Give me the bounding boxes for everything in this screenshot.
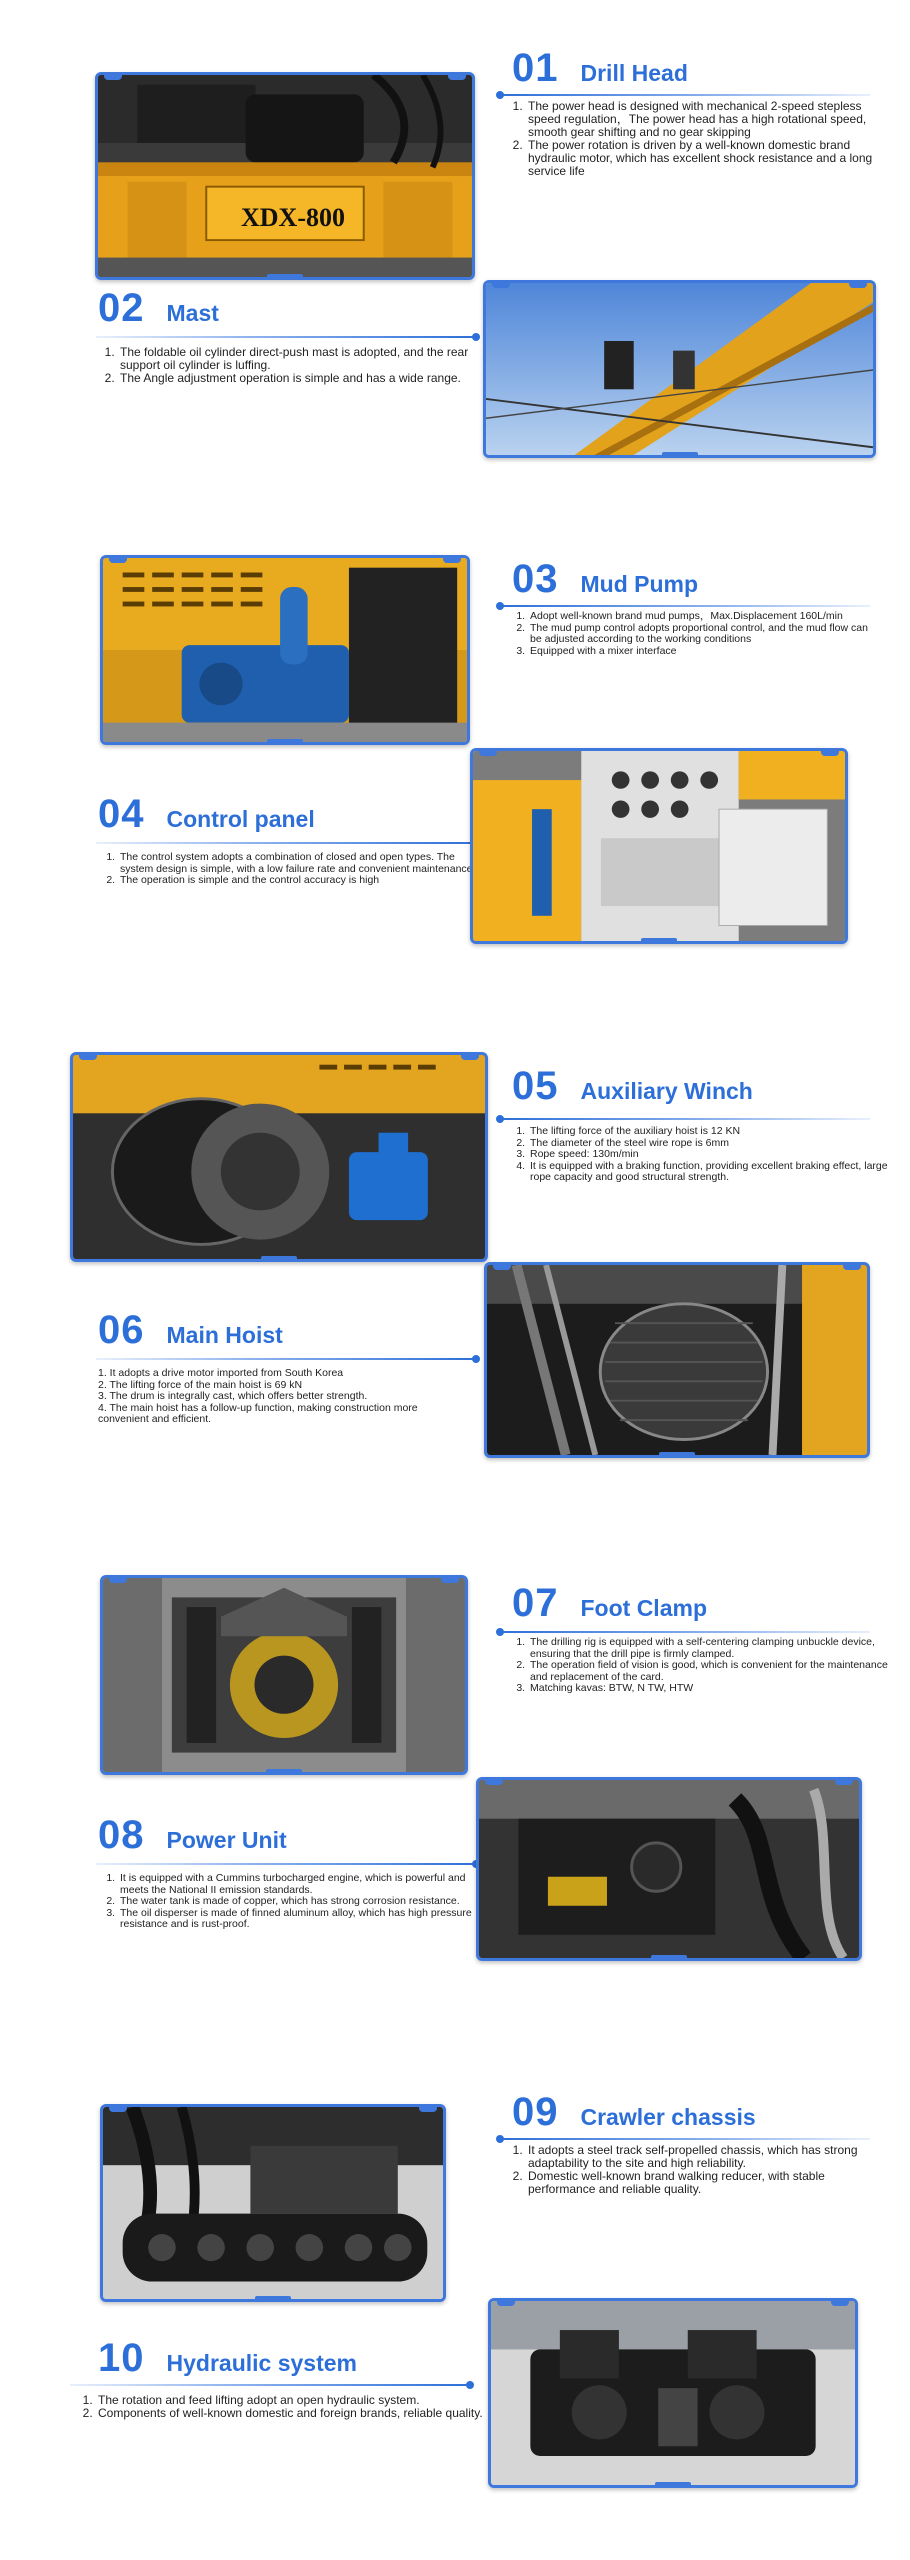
section-title: Hydraulic system bbox=[166, 2350, 357, 2376]
feature-item: 4. It is equipped with a braking function, providing excellent braking effect, large rope capacity and good structural strength. bbox=[528, 1161, 888, 1184]
frame-tab bbox=[641, 938, 677, 944]
section-crawler-chassis bbox=[0, 2092, 910, 2312]
heading-rule bbox=[96, 336, 476, 338]
mast-features bbox=[100, 346, 488, 385]
feature-item: 1. It is equipped with a Cummins turbocharged engine, which is powerful and meets the National II emission standards. bbox=[118, 1873, 478, 1896]
section-mud-pump bbox=[0, 555, 910, 755]
frame-tab bbox=[651, 1955, 687, 1961]
feature-item: 1. The power head is designed with mechanical 2-speed stepless speed regulation，The power head has a high rotational speed, smooth gear shifting and no gear skipping bbox=[526, 100, 886, 139]
feature-item: 1. It adopts a steel track self-propelled chassis, which has strong adaptability to the site and high reliability. bbox=[526, 2144, 892, 2170]
feature-item: 3. Matching kavas: BTW, N TW, HTW bbox=[528, 1683, 888, 1695]
main-hoist-heading bbox=[98, 1310, 283, 1350]
section-foot-clamp bbox=[0, 1575, 910, 1805]
frame-tab bbox=[662, 452, 698, 458]
feature-item: 2. The operation field of vision is good, which is convenient for the maintenance and replacement of the card. bbox=[528, 1660, 888, 1683]
feature-item: 3. Rope speed: 130m/min bbox=[528, 1149, 888, 1161]
auxiliary-winch-photo bbox=[70, 1052, 488, 1262]
power-unit-features bbox=[100, 1873, 478, 1931]
control-panel-heading bbox=[98, 794, 315, 834]
power-unit-photo bbox=[476, 1777, 862, 1961]
section-title: Foot Clamp bbox=[580, 1595, 707, 1621]
frame-corner bbox=[497, 2298, 515, 2306]
frame-corner bbox=[821, 748, 839, 756]
crawler-chassis-features bbox=[508, 2144, 892, 2196]
section-title: Mast bbox=[166, 300, 219, 326]
feature-item: 2. The operation is simple and the control accuracy is high bbox=[118, 875, 488, 887]
feature-item: 2. The power rotation is driven by a well-known domestic brand hydraulic motor, which has excellent shock resistance and a long service life bbox=[526, 139, 886, 178]
frame-corner bbox=[831, 2298, 849, 2306]
heading-rule bbox=[96, 1358, 476, 1360]
frame-corner bbox=[849, 280, 867, 288]
feature-item: 2. Components of well-known domestic and foreign brands, reliable quality. bbox=[96, 2407, 486, 2420]
feature-item: 1. It adopts a drive motor imported from South Korea bbox=[98, 1367, 344, 1379]
feature-item: 1. The control system adopts a combination of closed and open types. The system design is simple, with a low failure rate and convenient maintenance bbox=[118, 852, 488, 875]
feature-item: 2. Domestic well-known brand walking reducer, with stable performance and reliable quality. bbox=[526, 2170, 892, 2196]
frame-tab bbox=[655, 2482, 691, 2488]
heading-rule bbox=[500, 94, 870, 96]
hydraulic-system-photo bbox=[488, 2298, 858, 2488]
feature-item: 3. Equipped with a mixer interface bbox=[528, 646, 878, 658]
crawler-chassis-heading bbox=[512, 2092, 756, 2132]
section-number: 04 bbox=[98, 792, 145, 836]
crawler-chassis-photo bbox=[100, 2104, 446, 2302]
section-title: Control panel bbox=[166, 806, 315, 832]
section-control-panel bbox=[0, 748, 910, 948]
heading-rule bbox=[70, 2384, 470, 2386]
section-number: 06 bbox=[98, 1308, 145, 1352]
section-title: Crawler chassis bbox=[580, 2104, 756, 2130]
frame-corner bbox=[109, 555, 127, 563]
heading-rule bbox=[96, 842, 476, 844]
feature-item: 2. The diameter of the steel wire rope is 6mm bbox=[528, 1138, 888, 1150]
frame-corner bbox=[493, 1262, 511, 1270]
feature-item: 1. The rotation and feed lifting adopt an open hydraulic system. bbox=[96, 2394, 486, 2407]
section-number: 02 bbox=[98, 286, 145, 330]
section-drill-head bbox=[0, 0, 910, 300]
frame-corner bbox=[843, 1262, 861, 1270]
hydraulic-system-heading bbox=[98, 2338, 357, 2378]
heading-rule bbox=[500, 1631, 870, 1633]
section-number: 10 bbox=[98, 2336, 145, 2380]
feature-item: 2. The water tank is made of copper, which has strong corrosion resistance. bbox=[118, 1896, 478, 1908]
auxiliary-winch-heading bbox=[512, 1066, 753, 1106]
feature-item: 1. Adopt well-known brand mud pumps，Max.Displacement 160L/min bbox=[528, 611, 878, 623]
feature-item: 1. The drilling rig is equipped with a self-centering clamping unbuckle device, ensuring that the drill pipe is firmly clamped. bbox=[528, 1637, 888, 1660]
frame-corner bbox=[443, 555, 461, 563]
main-hoist-features bbox=[98, 1368, 468, 1426]
drill-head-photo bbox=[95, 72, 475, 280]
section-title: Mud Pump bbox=[580, 571, 699, 597]
frame-corner bbox=[492, 280, 510, 288]
section-number: 09 bbox=[512, 2090, 559, 2134]
heading-rule bbox=[500, 2138, 870, 2140]
main-hoist-photo bbox=[484, 1262, 870, 1458]
feature-item: 1. The lifting force of the auxiliary hoist is 12 KN bbox=[528, 1126, 888, 1138]
section-power-unit bbox=[0, 1777, 910, 1977]
foot-clamp-features bbox=[510, 1637, 888, 1695]
frame-corner bbox=[479, 748, 497, 756]
frame-tab bbox=[659, 1452, 695, 1458]
section-title: Auxiliary Winch bbox=[580, 1078, 753, 1104]
section-title: Power Unit bbox=[166, 1827, 287, 1853]
frame-corner bbox=[441, 1575, 459, 1583]
feature-item: 2. The lifting force of the main hoist is 69 kN bbox=[98, 1378, 303, 1391]
feature-item: 2. The Angle adjustment operation is simple and has a wide range. bbox=[118, 372, 488, 385]
machine-model-label: XDX-800 bbox=[241, 203, 345, 232]
heading-rule bbox=[500, 605, 870, 607]
frame-corner bbox=[485, 1777, 503, 1785]
frame-corner bbox=[104, 72, 122, 80]
mud-pump-heading bbox=[512, 559, 698, 599]
feature-item: 1. The foldable oil cylinder direct-push mast is adopted, and the rear support oil cylinder is luffing. bbox=[118, 346, 488, 372]
section-number: 03 bbox=[512, 557, 559, 601]
section-number: 07 bbox=[512, 1581, 559, 1625]
frame-corner bbox=[109, 1575, 127, 1583]
heading-rule bbox=[500, 1118, 870, 1120]
power-unit-heading bbox=[98, 1815, 287, 1855]
drill-head-features bbox=[508, 100, 886, 178]
heading-rule bbox=[96, 1863, 476, 1865]
mast-photo bbox=[483, 280, 876, 458]
feature-item: 3. The drum is integrally cast, which offers better strength. bbox=[98, 1390, 368, 1402]
section-auxiliary-winch bbox=[0, 1052, 910, 1272]
section-main-hoist bbox=[0, 1262, 910, 1472]
section-mast bbox=[0, 280, 910, 480]
section-number: 08 bbox=[98, 1813, 145, 1857]
feature-item: 4. The main hoist has a follow-up function, making construction more convenient and efficient. bbox=[98, 1401, 418, 1425]
feature-item: 3. The oil disperser is made of finned aluminum alloy, which has high pressure resistance and is rust-proof. bbox=[118, 1908, 478, 1931]
section-title: Drill Head bbox=[580, 60, 688, 86]
foot-clamp-heading bbox=[512, 1583, 707, 1623]
feature-item: 2. The mud pump control adopts proportional control, and the mud flow can be adjusted according to the working conditions bbox=[528, 623, 878, 646]
section-title: Main Hoist bbox=[166, 1322, 283, 1348]
frame-corner bbox=[448, 72, 466, 80]
drill-head-heading bbox=[512, 48, 688, 88]
mud-pump-photo bbox=[100, 555, 470, 745]
control-panel-photo bbox=[470, 748, 848, 944]
section-number: 01 bbox=[512, 46, 559, 90]
hydraulic-system-features bbox=[78, 2394, 486, 2420]
frame-corner bbox=[835, 1777, 853, 1785]
section-number: 05 bbox=[512, 1064, 559, 1108]
frame-tab bbox=[266, 1769, 302, 1775]
frame-corner bbox=[109, 2104, 127, 2112]
auxiliary-winch-features bbox=[510, 1126, 888, 1184]
frame-corner bbox=[419, 2104, 437, 2112]
mud-pump-features bbox=[510, 611, 878, 657]
frame-corner bbox=[79, 1052, 97, 1060]
control-panel-features bbox=[100, 852, 488, 887]
frame-tab bbox=[267, 739, 303, 745]
frame-corner bbox=[461, 1052, 479, 1060]
mast-heading bbox=[98, 288, 219, 328]
section-hydraulic-system bbox=[0, 2290, 910, 2520]
foot-clamp-photo bbox=[100, 1575, 468, 1775]
